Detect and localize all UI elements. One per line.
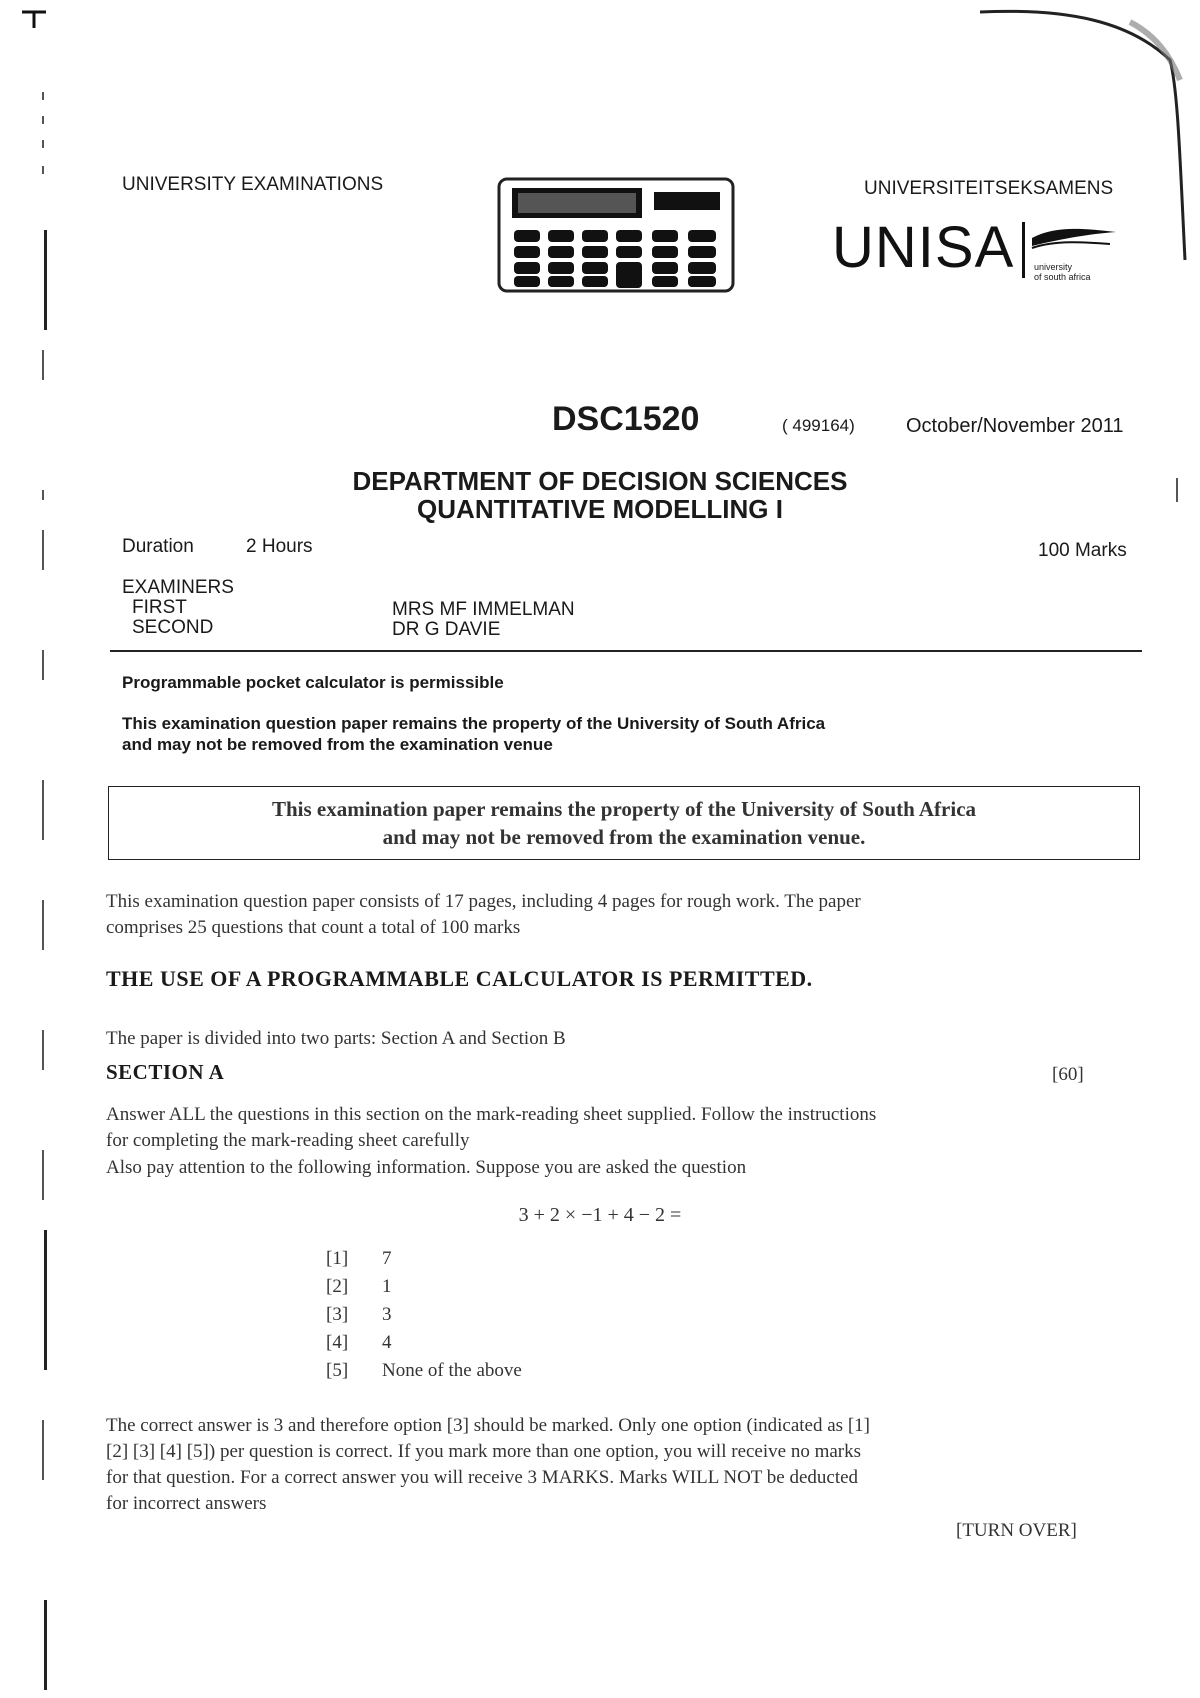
scan-margin-bar bbox=[44, 1600, 47, 1690]
calculator-permitted-heading: THE USE OF A PROGRAMMABLE CALCULATOR IS PERMITTED. bbox=[106, 966, 813, 991]
closing-line4: for incorrect answers bbox=[106, 1493, 267, 1514]
property-notice-line2: and may not be removed from the examination venue bbox=[122, 735, 553, 754]
paper-divided-text: The paper is divided into two parts: Section A and Section B bbox=[106, 1028, 566, 1049]
section-a-heading: SECTION A bbox=[106, 1060, 225, 1084]
second-examiner-label: SECOND bbox=[132, 617, 214, 638]
scan-margin-dash bbox=[42, 1030, 44, 1070]
paper-number: ( 499164) bbox=[782, 416, 855, 435]
attention-text: Also pay attention to the following information. Suppose you are asked the question bbox=[106, 1157, 747, 1178]
unisa-logo-subtitle-2: of south africa bbox=[1034, 272, 1091, 282]
header-divider bbox=[110, 650, 1142, 652]
university-examinations-title: UNIVERSITY EXAMINATIONS bbox=[122, 174, 384, 195]
first-examiner-label: FIRST bbox=[132, 597, 187, 618]
example-expression: 3 + 2 × −1 + 4 − 2 = bbox=[518, 1204, 682, 1226]
scan-margin-dash bbox=[42, 140, 44, 148]
option-item: [4] 4 bbox=[326, 1332, 392, 1353]
closing-line2: [2] [3] [4] [5]) per question is correct. If you mark more than one option, you will receive no marks bbox=[106, 1441, 862, 1462]
exam-session: October/November 2011 bbox=[906, 415, 1124, 437]
scan-margin-dash bbox=[42, 650, 44, 680]
scan-margin-bar bbox=[44, 230, 47, 330]
scan-margin-dash bbox=[42, 530, 44, 570]
unisa-logo-text: UNISA bbox=[832, 215, 1015, 280]
first-examiner-name: MRS MF IMMELMAN bbox=[392, 599, 575, 620]
answer-instructions-line1: Answer ALL the questions in this section on the mark-reading sheet supplied. Follow the instructions bbox=[106, 1104, 877, 1125]
property-box-line2: and may not be removed from the examination venue. bbox=[382, 825, 866, 849]
calculator-icon bbox=[496, 176, 736, 294]
duration-value: 2 Hours bbox=[246, 536, 313, 557]
scan-margin-dash bbox=[42, 116, 44, 124]
scan-margin-dash bbox=[42, 166, 44, 174]
module-code: DSC1520 bbox=[552, 400, 700, 438]
scan-margin-dash bbox=[42, 1420, 44, 1480]
scan-margin-dash bbox=[42, 780, 44, 840]
answer-instructions-line2: for completing the mark-reading sheet carefully bbox=[106, 1130, 470, 1151]
scan-margin-dash bbox=[42, 350, 44, 380]
calculator-notice: Programmable pocket calculator is permissible bbox=[122, 673, 504, 692]
turn-over-label: [TURN OVER] bbox=[956, 1520, 1077, 1541]
scan-margin-dash bbox=[42, 92, 44, 100]
examiners-heading: EXAMINERS bbox=[122, 577, 234, 598]
option-item: [2] 1 bbox=[326, 1276, 392, 1297]
unisa-flag-icon bbox=[1030, 224, 1120, 260]
paper-consists-line2: comprises 25 questions that count a total of 100 marks bbox=[106, 917, 521, 938]
duration-label: Duration bbox=[122, 536, 194, 557]
option-item: [5] None of the above bbox=[326, 1360, 522, 1381]
universiteitseksamens-title: UNIVERSITEITSEKSAMENS bbox=[864, 178, 1114, 199]
closing-line3: for that question. For a correct answer you will receive 3 MARKS. Marks WILL NOT be deducted bbox=[106, 1467, 859, 1488]
second-examiner-name: DR G DAVIE bbox=[392, 619, 501, 640]
scan-corner-mark bbox=[20, 8, 50, 30]
property-notice-box bbox=[108, 786, 1140, 860]
property-box-line1: This examination paper remains the property of the University of South Africa bbox=[271, 797, 977, 821]
section-a-marks: [60] bbox=[1052, 1064, 1084, 1085]
scan-margin-bar bbox=[44, 1230, 47, 1370]
department-title: DEPARTMENT OF DECISION SCIENCES bbox=[352, 466, 848, 496]
scan-margin-dash bbox=[42, 1150, 44, 1200]
scan-margin-dash bbox=[42, 900, 44, 950]
property-notice-line1: This examination question paper remains the property of the University of South Africa bbox=[122, 714, 826, 733]
module-title: QUANTITATIVE MODELLING I bbox=[417, 494, 783, 524]
unisa-logo-subtitle-1: university bbox=[1034, 262, 1073, 272]
closing-line1: The correct answer is 3 and therefore option [3] should be marked. Only one option (indicated as [1] bbox=[106, 1415, 870, 1436]
option-item: [3] 3 bbox=[326, 1304, 392, 1325]
total-marks: 100 Marks bbox=[1038, 540, 1127, 561]
option-item: [1] 7 bbox=[326, 1248, 392, 1269]
paper-consists-line1: This examination question paper consists of 17 pages, including 4 pages for rough work. The paper bbox=[106, 891, 861, 912]
unisa-logo-divider bbox=[1022, 222, 1025, 278]
